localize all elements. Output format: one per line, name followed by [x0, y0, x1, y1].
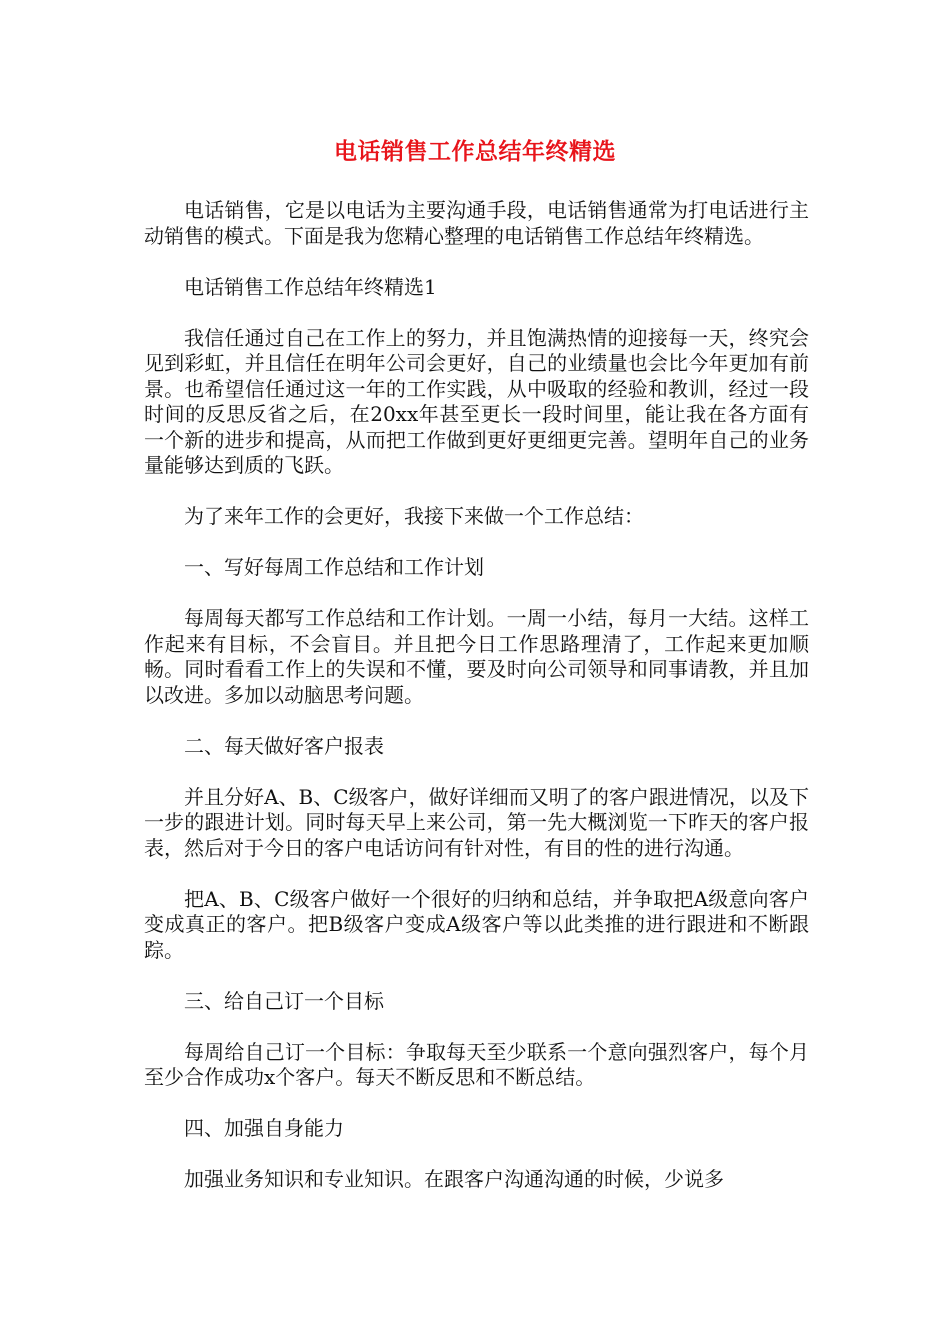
section-heading: 二、每天做好客户报表: [184, 733, 384, 758]
body-paragraph: 每周每天都写工作总结和工作计划。一周一小结，每月一大结。这样工作起来有目标，不会盲目。并且把今日工作思路理清了，工作起来更加顺畅。同时看看工作上的失误和不懂，要及时向公司领导和同事请教，并且加以改进。多加以动脑思考问题。: [144, 606, 809, 707]
body-paragraph: 为了来年工作的会更好，我接下来做一个工作总结：: [184, 504, 644, 528]
body-paragraph: 每周给自己订一个目标：争取每天至少联系一个意向强烈客户，每个月至少合作成功x个客户。每天不断反思和不断总结。: [144, 1039, 809, 1089]
body-paragraph: 并且分好A、B、C级客户，做好详细而又明了的客户跟进情况，以及下一步的跟进计划。同时每天早上来公司，第一先大概浏览一下昨天的客户报表，然后对于今日的客户电话访问有针对性，有目的性的进行沟通。: [144, 784, 809, 860]
section-heading: 三、给自己订一个目标: [184, 988, 384, 1013]
document-body: [144, 198, 809, 1193]
body-paragraph: 加强业务知识和专业知识。在跟客户沟通沟通的时候，少说多: [184, 1167, 724, 1191]
intro-paragraph: 电话销售，它是以电话为主要沟通手段，电话销售通常为打电话进行主动销售的模式。下面是我为您精心整理的电话销售工作总结年终精选。: [144, 198, 809, 248]
section-heading: 四、加强自身能力: [184, 1116, 344, 1140]
section-heading: 一、写好每周工作总结和工作计划: [184, 555, 484, 579]
body-paragraph: 我信任通过自己在工作上的努力，并且饱满热情的迎接每一天，终究会见到彩虹，并且信任在明年公司会更好，自己的业绩量也会比今年更加有前景。也希望信任通过这一年的工作实践，从中吸取的经验和教训，经过一段时间的反思反省之后，在20xx年甚至更长一段时间里，能让我在各方面有一个新的进步和提高，从而把工作做到更好更细更完善。望明年自己的业务量能够达到质的飞跃。: [144, 325, 809, 477]
document-title: 电话销售工作总结年终精选: [334, 139, 616, 165]
body-paragraph: 把A、B、C级客户做好一个很好的归纳和总结，并争取把A级意向客户变成真正的客户。把B级客户变成A级客户等以此类推的进行跟进和不断跟踪。: [144, 886, 809, 962]
section-heading: 电话销售工作总结年终精选1: [184, 274, 437, 299]
